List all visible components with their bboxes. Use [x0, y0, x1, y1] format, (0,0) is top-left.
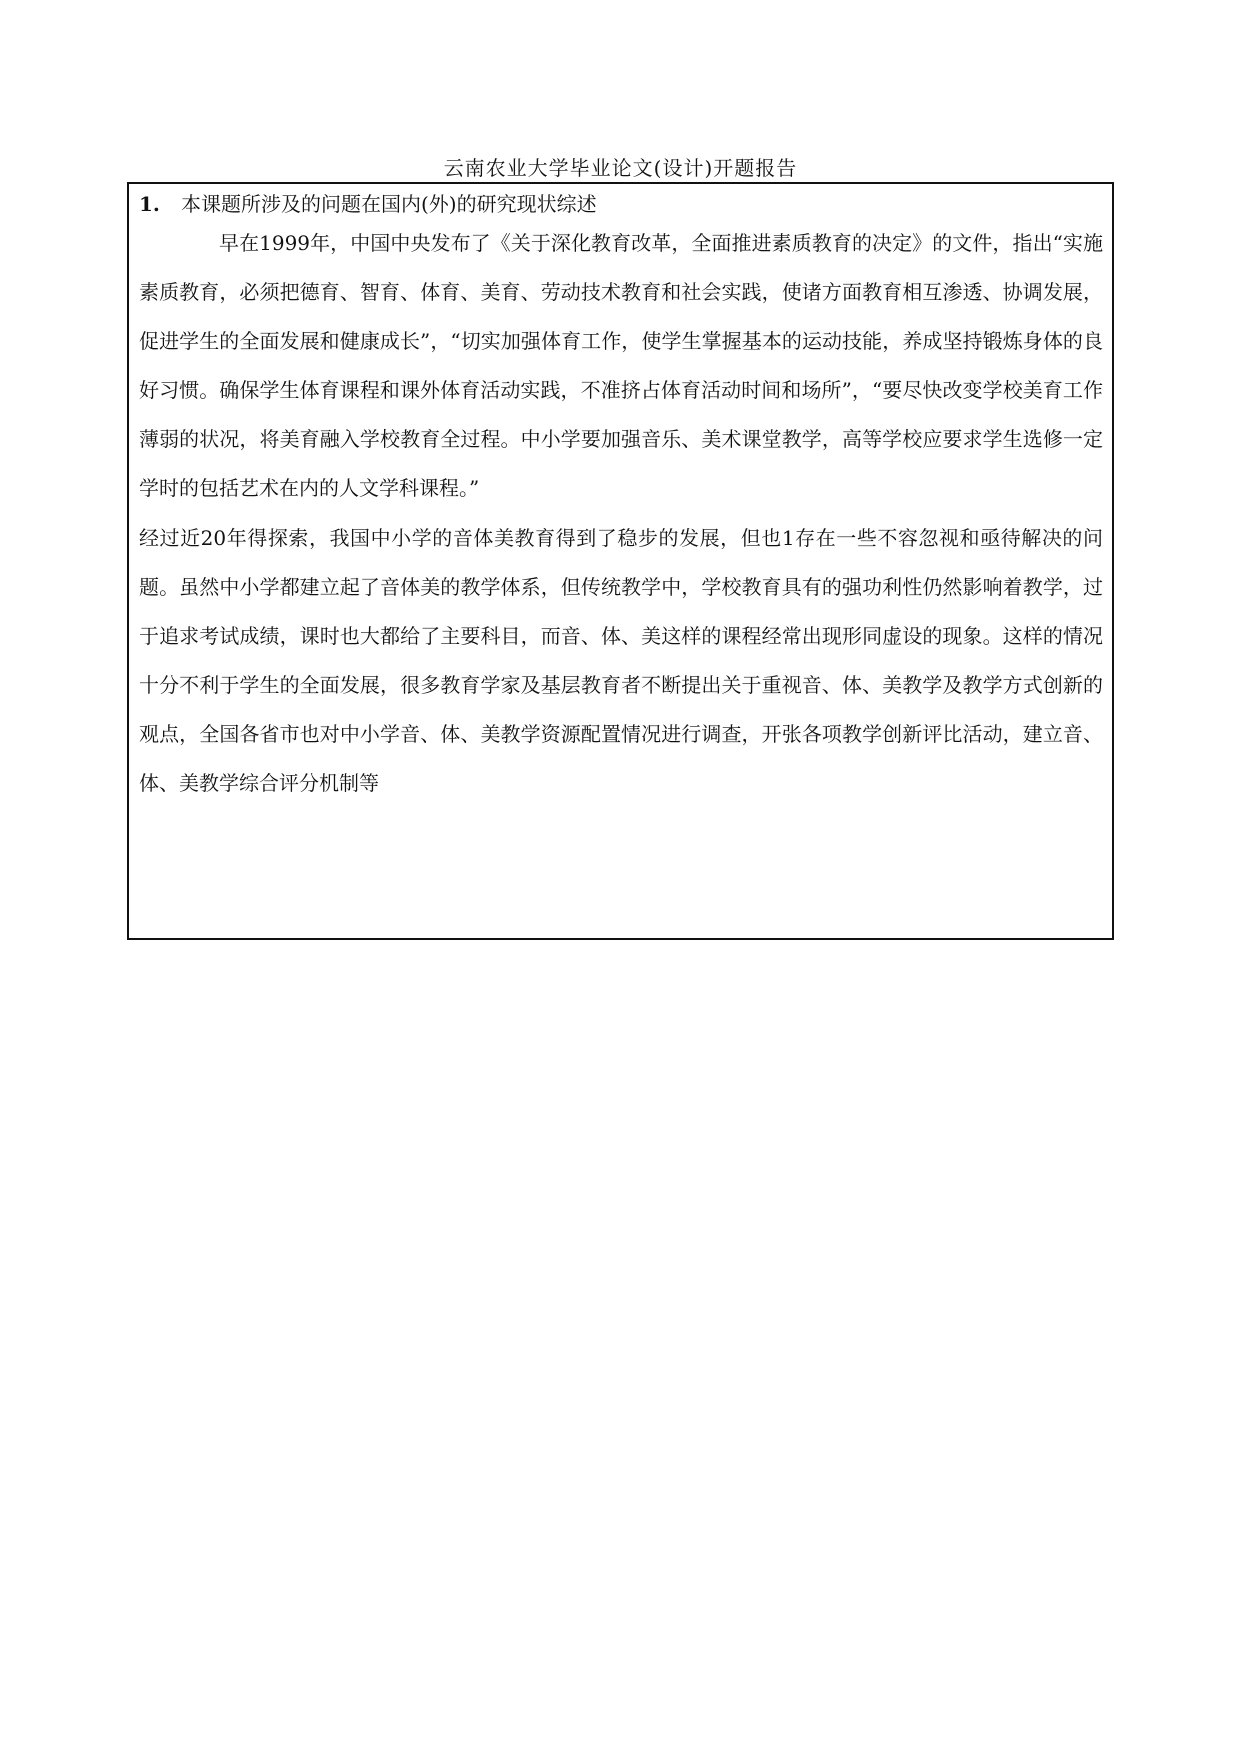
section-number: 1.: [139, 192, 160, 216]
body-paragraph-1: 早在1999年，中国中央发布了《关于深化教育改革，全面推进素质教育的决定》的文件，指出“实施素质教育，必须把德育、智育、体育、美育、劳动技术教育和社会实践，使诸方面教育相互渗透、协调发展，促进学生的全面发展和健康成长”，“切实加强体育工作，使学生掌握基本的运动技能，养成坚持锻炼身体的良好习惯。确保学生体育课程和课外体育活动实践，不准挤占体育活动时间和场所”，“要尽快改变学校美育工作薄弱的状况，将美育融入学校教育全过程。中小学要加强音乐、美术课堂教学，高等学校应要求学生选修一定学时的包括艺术在内的人文学科课程。”: [139, 231, 1103, 500]
body-paragraph-2: 经过近20年得探索，我国中小学的音体美教育得到了稳步的发展，但也1存在一些不容忽视和亟待解决的问题。虽然中小学都建立起了音体美的教学体系，但传统教学中，学校教育具有的强功利性仍然影响着教学，过于追求考试成绩，课时也大都给了主要科目，而音、体、美这样的课程经常出现形同虚设的现象。这样的情况十分不利于学生的全面发展，很多教育学家及基层教育者不断提出关于重视音、体、美教学及教学方式创新的观点，全国各省市也对中小学音、体、美教学资源配置情况进行调查，开张各项教学创新评比活动，建立音、体、美教学综合评分机制等: [139, 526, 1103, 795]
page-title: 云南农业大学毕业论文(设计)开题报告: [443, 156, 798, 180]
report-section-box: [127, 182, 1114, 940]
section-heading-text: 本课题所涉及的问题在国内(外)的研究现状综述: [181, 192, 597, 216]
section-heading: [139, 190, 597, 218]
